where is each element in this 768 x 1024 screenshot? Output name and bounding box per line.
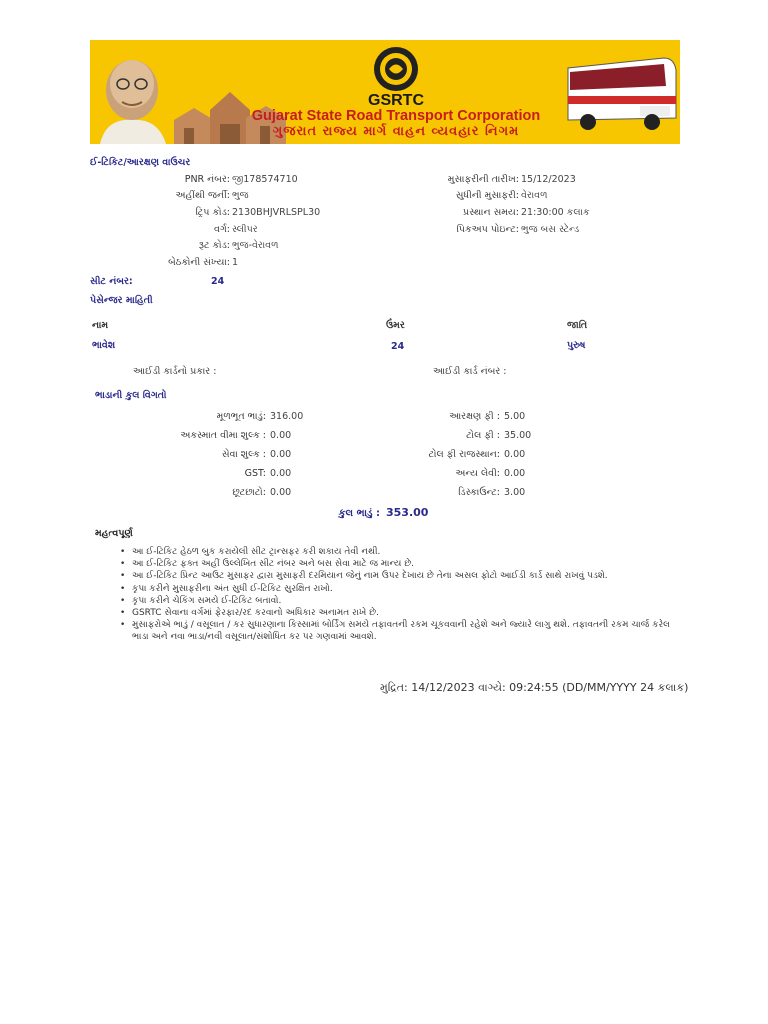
insurance-value: 0.00 [270, 430, 292, 441]
id-number-label: આઈડી કાર્ડ નંબર : [433, 366, 507, 377]
list-item: • કૃપા કરીને મુસાફરીના અંત સુધી ઈ-ટિકિટ સુરક્ષિત રાખો. [118, 583, 678, 595]
other-levy-label: અન્ય લેવી: [455, 468, 500, 479]
journey-date-value: 15/12/2023 [521, 174, 576, 185]
banner-name-gujarati: ગુજરાત રાજ્ય માર્ગ વાહન વ્યવહાર નિગમ [272, 124, 520, 139]
pnr-value: જી178574710 [232, 174, 298, 185]
discount-label: ડિસ્કાઉન્ટ: [458, 487, 500, 498]
base-fare-label: મૂળભૂત ભાડું: [216, 411, 266, 422]
fare-section-title: ભાડાની કુલ વિગતો [95, 390, 167, 401]
from-label: અહીંથી જર્ની: [175, 190, 230, 201]
concessions-label: છૂટછાટો: [232, 487, 266, 498]
route-code-value: ભુજ-વેરાવળ [232, 240, 279, 251]
id-type-label: આઈડી કાર્ડનો પ્રકાર : [133, 366, 217, 377]
gandhi-portrait-icon [92, 44, 174, 144]
bus-icon [560, 50, 680, 136]
toll-rajasthan-label: ટોલ ફી રાજસ્થાન: [428, 449, 500, 460]
gsrtc-logo-icon [372, 45, 420, 93]
banner-name-english: Gujarat State Road Transport Corporation [251, 108, 541, 124]
banner-abbr: GSRTC [368, 92, 424, 109]
concessions-value: 0.00 [270, 487, 292, 498]
pickup-value: ભુજ બસ સ્ટેન્ડ [521, 224, 580, 235]
reservation-fee-value: 5.00 [504, 411, 526, 422]
pickup-label: પિકઅપ પોઇન્ટ: [456, 224, 519, 235]
important-list [118, 546, 678, 644]
total-fare-label: કુલ ભાડું : [338, 508, 380, 519]
seat-number-label: સીટ નંબર: [90, 276, 133, 287]
passenger-age: 24 [391, 341, 405, 352]
class-value: સ્લીપર [232, 224, 258, 235]
from-value: ભુજ [232, 190, 249, 201]
to-label: સુધીની મુસાફરી: [455, 190, 519, 201]
total-fare-value: 353.00 [386, 506, 429, 519]
important-title: મહત્વપૂર્ણ [95, 528, 133, 539]
departure-label: પ્રસ્થાન સમય: [463, 207, 519, 218]
list-item: • આ ઈ-ટિકિટ પ્રિન્ટ આઉટ મુસાફર દ્વારા મુસાફરી દરમિયાન જેનું નામ ઉપર દેખાય છે તેના અસલ ફોટો આઈડી કાર્ડ સાથે રાખવું પડશે. [118, 570, 678, 582]
discount-value: 3.00 [504, 487, 526, 498]
list-item: • કૃપા કરીને ચેકિંગ સમયે ઈ-ટિકિટ બતાવો. [118, 595, 678, 607]
service-charge-value: 0.00 [270, 449, 292, 460]
other-levy-value: 0.00 [504, 468, 526, 479]
toll-fee-label: ટોલ ફી : [466, 430, 500, 441]
trip-code-value: 2130BHJVRLSPL30 [232, 207, 321, 218]
toll-fee-value: 35.00 [504, 430, 532, 441]
pnr-label: PNR નંબર: [184, 174, 230, 185]
seat-count-label: બેઠકોની સંખ્યા: [168, 257, 230, 268]
toll-rajasthan-value: 0.00 [504, 449, 526, 460]
base-fare-value: 316.00 [270, 411, 304, 422]
list-item: • GSRTC સેવાના વર્ગમાં ફેરફાર/રદ કરવાનો અધિકાર અનામત રાખે છે. [118, 607, 678, 619]
departure-value: 21:30:00 કલાક [521, 207, 590, 218]
list-item: • આ ઈ-ટિકિટ હેઠળ બુક કરાયેલી સીટ ટ્રાન્સફર કરી શકાય તેવી નથી. [118, 546, 678, 558]
passenger-section-title: પેસેન્જર માહિતી [90, 295, 153, 306]
header-banner [90, 40, 680, 144]
age-header: ઉંમર [386, 320, 405, 331]
reservation-fee-label: આરક્ષણ ફી : [449, 411, 500, 422]
route-code-label: રૂટ કોડ: [198, 240, 230, 251]
passenger-name: ભાવેશ [92, 340, 116, 351]
service-charge-label: સેવા શુલ્ક : [221, 449, 266, 460]
seat-count-value: 1 [232, 257, 239, 268]
passenger-gender: પુરુષ [567, 340, 586, 351]
printed-timestamp: મુદ્રિત: 14/12/2023 વાગ્યે: 09:24:55 (DD/MM/YYYY 24 કલાક) [380, 681, 689, 694]
voucher-title: ઈ-ટિકિટ/આરક્ષણ વાઉચર [90, 157, 191, 168]
gst-label: GST: [244, 468, 266, 479]
to-value: વેરાવળ [521, 190, 548, 201]
list-item: • આ ઈ-ટિકિટ ફક્ત અહીં ઉલ્લેખિત સીટ નંબર અને બસ સેવા માટે જ માન્ય છે. [118, 558, 678, 570]
trip-code-label: ટ્રિપ કોડ: [195, 207, 230, 218]
name-header: નામ [92, 320, 109, 331]
insurance-label: અકસ્માત વીમા શુલ્ક : [180, 430, 266, 441]
gender-header: જાતિ [567, 320, 588, 331]
gst-value: 0.00 [270, 468, 292, 479]
seat-number-value: 24 [211, 276, 225, 287]
list-item: • મુસાફરોએ ભાડું / વસૂલાત / કર સુધારણાના કિસ્સામાં બોર્ડિંગ સમયે તફાવતની રકમ ચૂકવવાની રહેશે અને જ્યારે લાગુ થશે. તફાવતની રકમ ચાર્જ કરેલ ભાડા અને નવા ભાડા/નવી વસૂલાત/સંશોધિત કર પર ગણવામાં આવશે. [118, 619, 678, 643]
class-label: વર્ગ: [213, 224, 230, 235]
journey-date-label: મુસાફરીની તારીખ: [447, 174, 519, 185]
